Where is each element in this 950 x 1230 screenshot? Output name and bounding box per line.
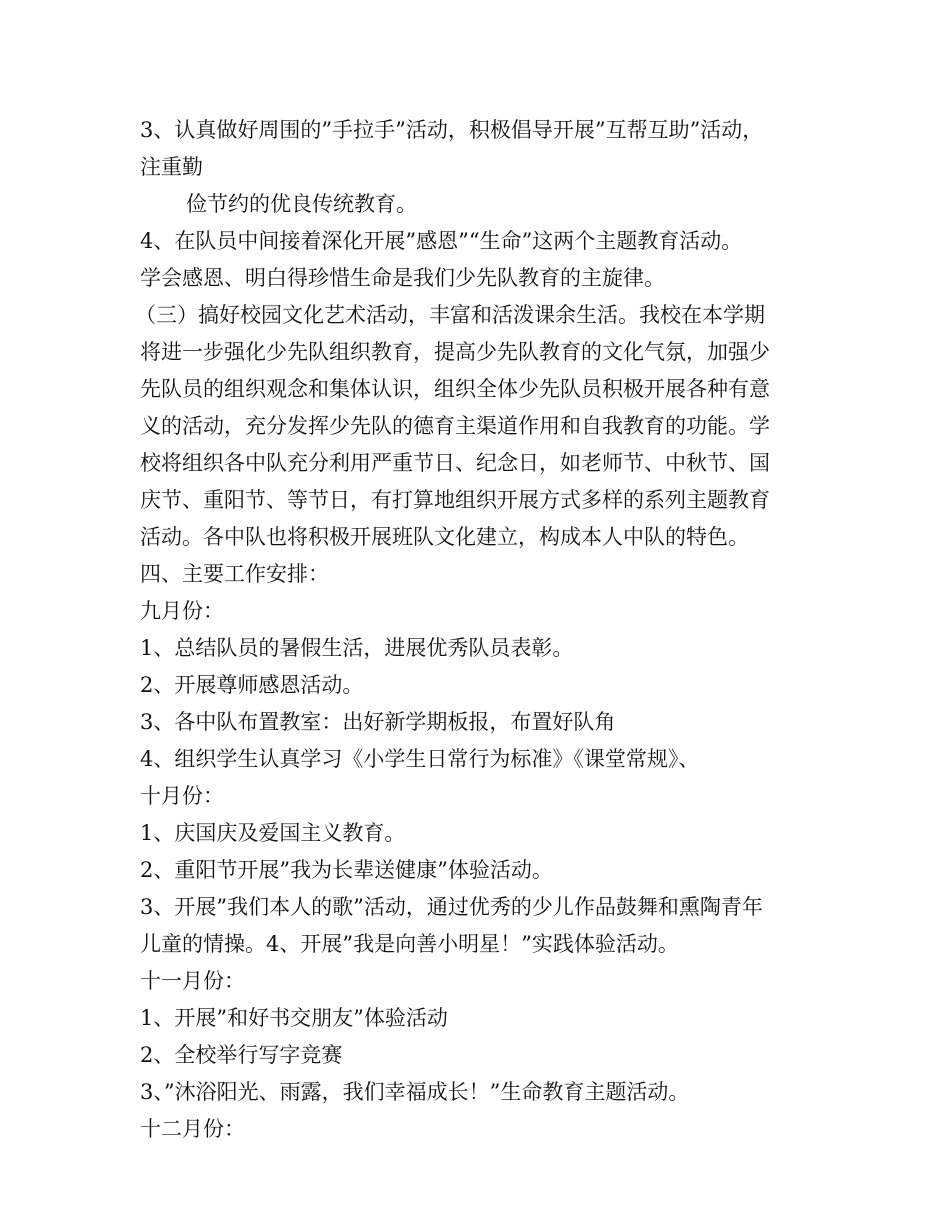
- list-item: 3、”沐浴阳光、雨露，我们幸福成长！”生命教育主题活动。: [140, 1080, 690, 1104]
- list-item: 1、庆国庆及爱国主义教育。: [140, 821, 406, 845]
- month-heading: 九月份：: [140, 599, 224, 623]
- list-item: 儿童的情操。4、开展”我是向善小明星！”实践体验活动。: [140, 932, 679, 956]
- text-line: 4、在队员中间接着深化开展”感恩”“生命”这两个主题教育活动。: [140, 229, 743, 253]
- list-item: 2、开展尊师感恩活动。: [140, 673, 364, 697]
- section-heading: 四、主要工作安排：: [140, 562, 329, 586]
- list-item: 1、开展”和好书交朋友”体验活动: [140, 1006, 448, 1030]
- list-item: 2、重阳节开展”我为长辈送健康”体验活动。: [140, 858, 553, 882]
- list-item: 1、总结队员的暑假生活，进展优秀队员表彰。: [140, 636, 574, 660]
- text-line: 校将组织各中队充分利用严重节日、纪念日，如老师节、中秋节、国: [140, 451, 770, 475]
- text-line: 俭节约的优良传统教育。: [186, 192, 417, 216]
- text-line: 注重勤: [140, 155, 203, 179]
- text-line: 庆节、重阳节、等节日，有打算地组织开展方式多样的系列主题教育: [140, 488, 770, 512]
- month-heading: 十一月份：: [140, 969, 245, 993]
- list-item: 3、开展”我们本人的歌”活动，通过优秀的少儿作品鼓舞和熏陶青年: [140, 895, 763, 919]
- text-line: 义的活动，充分发挥少先队的德育主渠道作用和自我教育的功能。学: [140, 414, 770, 438]
- section-heading: （三）搞好校园文化艺术活动，丰富和活泼课余生活。我校在本学期: [135, 303, 765, 327]
- text-line: 将进一步强化少先队组织教育，提高少先队教育的文化气氛，加强少: [140, 340, 770, 364]
- text-line: 活动。各中队也将积极开展班队文化建立，构成本人中队的特色。: [140, 525, 749, 549]
- document-body: [135, 112, 840, 1148]
- text-line: 3、认真做好周围的”手拉手”活动，积极倡导开展”互帮互助”活动，: [140, 118, 764, 142]
- list-item: 3、各中队布置教室：出好新学期板报，布置好队角: [140, 710, 616, 734]
- list-item: 4、组织学生认真学习《小学生日常行为标准》《课堂常规》、: [140, 747, 700, 771]
- text-line: 先队员的组织观念和集体认识，组织全体少先队员积极开展各种有意: [140, 377, 770, 401]
- month-heading: 十月份：: [140, 784, 224, 808]
- text-line: 学会感恩、明白得珍惜生命是我们少先队教育的主旋律。: [140, 266, 665, 290]
- month-heading: 十二月份：: [140, 1117, 245, 1141]
- list-item: 2、全校举行写字竞赛: [140, 1043, 343, 1067]
